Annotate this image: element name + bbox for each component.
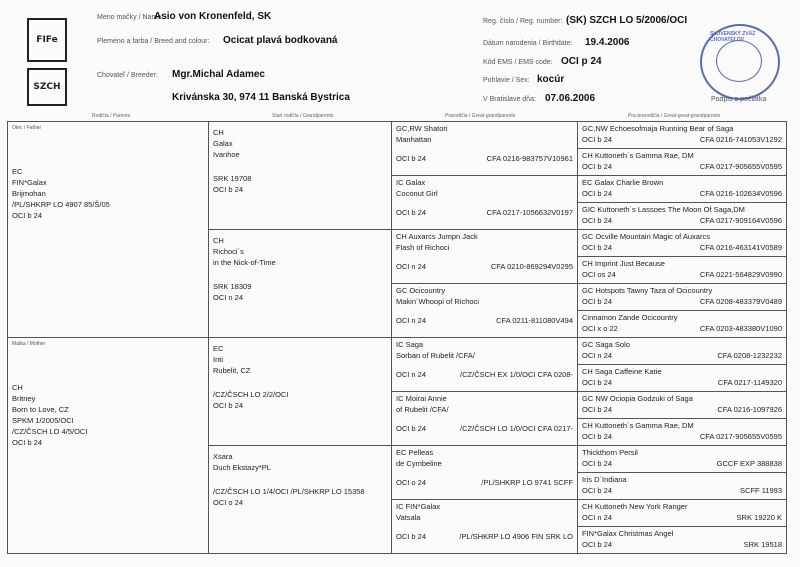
col-header-great-great-grandparents: Pra-prarodičia / Great-great-grandparents (628, 113, 721, 119)
father-line: EC (12, 167, 23, 176)
ggg-ems: OCI b 24 (582, 243, 613, 252)
ggg-reg: CFA 0221-564829V0990 (699, 270, 782, 279)
ggp-ems: OCI n 24 (396, 370, 427, 379)
great-grandparent-cell (392, 392, 578, 446)
grandparent-line: Ivanhoe (213, 150, 240, 159)
ggg-ems: OCI b 24 (582, 405, 613, 414)
grandparent-cell (209, 446, 392, 554)
ggg-cell (578, 176, 787, 203)
ggg-ems: OCI b 24 (582, 540, 613, 549)
reg-label: Reg. číslo / Reg. number: (483, 18, 563, 25)
ggp-line2: de Cymbeline (396, 459, 442, 468)
ggp-reg: /CZ/ČSCH EX 1/0/OCI CFA 0208- (460, 370, 573, 379)
great-grandparent-cell (392, 230, 578, 284)
ggg-name: FIN*Galax Christmas Angel (582, 529, 674, 538)
ggp-line1: CH Auxarcs Jumpn Jack (396, 232, 478, 241)
birth-value: 19.4.2006 (585, 37, 630, 48)
reg-value: (SK) SZCH LO 5/2006/OCI (566, 15, 688, 26)
ggg-ems: OCI b 24 (582, 162, 613, 171)
ggg-reg: CFA 0216-102634V0596 (699, 189, 782, 198)
ggp-line1: GC,RW Shatori (396, 124, 448, 133)
mother-line: CH (12, 383, 23, 392)
ggp-line1: IC Moirai Annie (396, 394, 447, 403)
grandparent-cell (209, 338, 392, 446)
mother-line: Born to Love, CZ (12, 405, 69, 414)
mother-cell (8, 338, 209, 554)
ggp-line2: Manhattan (396, 135, 432, 144)
official-stamp (700, 24, 780, 100)
ggg-name: GC Hotspots Tawny Taza of Ocicountry (582, 286, 713, 295)
col-header-grandparents: Starí rodičia / Grandparents (272, 113, 334, 119)
breeder-label: Chovateľ / Breeder: (97, 72, 158, 79)
ggg-ems: OCI b 24 (582, 432, 613, 441)
birth-label: Dátum narodenia / Birthdate: (483, 40, 573, 47)
ggg-reg: CFA 0216-463141V0589 (699, 243, 782, 252)
grandparent-line: OCI o 24 (213, 498, 244, 507)
ems-value: OCI p 24 (561, 56, 602, 67)
cat-name: Asio von Kronenfeld, SK (154, 11, 272, 22)
ggg-name: CH Kuttoneth´s Gamma Rae, DM (582, 151, 694, 160)
ems-label: Kód EMS / EMS code: (483, 59, 553, 66)
col-header-great-grandparents: Prarodičia / Great-grandparents (445, 113, 516, 119)
ggg-reg: CFA 0208-1232232 (717, 351, 782, 360)
ggg-reg: CFA 0203-483380V1090 (699, 324, 782, 333)
ggg-reg: CFA 0216-741053V1292 (699, 135, 782, 144)
ggp-ems: OCI n 24 (396, 262, 427, 271)
ggp-line1: IC Galax (396, 178, 426, 187)
signature-label: Podpis a pečiatka (711, 96, 767, 103)
ggp-reg: /PL/SHKRP LO 9741 SCFF (481, 478, 573, 487)
ggp-ems: OCI b 24 (396, 532, 427, 541)
ggg-ems: OCI b 24 (582, 459, 613, 468)
ggp-line1: IC Saga (396, 340, 424, 349)
grandparent-line: /CZ/ČSCH LO 2/2/OCI (213, 390, 289, 399)
ggg-cell (578, 392, 787, 419)
pedigree-table (7, 121, 787, 554)
ggp-reg: /PL/SHKRP LO 4906 FIN SRK LO (459, 532, 573, 541)
ggp-reg: CFA 0210-869294V0295 (490, 262, 573, 271)
ggp-ems: OCI n 24 (396, 316, 427, 325)
name-label: Meno mačky / Name: (97, 14, 164, 21)
ggp-reg: CFA 0216-983757V10961 (486, 154, 573, 163)
ggp-line2: Sorban of Rubelit /CFA/ (396, 351, 475, 360)
ggg-name: CH Imprint Just Because (582, 259, 665, 268)
ggg-reg: CFA 0217-1149320 (717, 378, 782, 387)
stamp-text: SLOVENSKÝ ZVÄZ CHOVATEĽOV (710, 31, 756, 43)
grandparent-line: OCI n 24 (213, 293, 244, 302)
ggg-cell (578, 122, 787, 149)
grandparent-line: SRK 19708 (213, 174, 252, 183)
grandparent-line: CH (213, 128, 224, 137)
grandparent-line: Galax (213, 139, 233, 148)
ggg-cell (578, 338, 787, 365)
great-grandparent-cell (392, 500, 578, 554)
ggg-name: GC,NW Echoesofmaja Running Bear of Saga (582, 124, 734, 133)
grandparent-line: Inti (213, 355, 224, 364)
grandparent-line: Duch Ekstazy*PL (213, 463, 271, 472)
ggg-ems: OCI n 24 (582, 513, 613, 522)
ggg-name: Thickthorn Persil (582, 448, 638, 457)
sex-label: Pohlavie / Sex: (483, 77, 530, 84)
grandparent-line: SRK 18309 (213, 282, 252, 291)
father-line: OCI b 24 (12, 211, 43, 220)
mother-line: SPKM 1/2005/OCI (12, 416, 74, 425)
father-line: FIN*Galax (12, 178, 47, 187)
ggp-ems: OCI b 24 (396, 424, 427, 433)
mother-line: /CZ/ČSCH LO 4/5/OCI (12, 427, 88, 436)
ggg-ems: OCI b 24 (582, 216, 613, 225)
ggg-name: EC Galax Charlie Brown (582, 178, 664, 187)
great-grandparent-cell (392, 284, 578, 338)
grandparent-line: EC (213, 344, 224, 353)
ggg-ems: OCI x o 22 (582, 324, 618, 333)
breed-value: Ocicat plavá bodkovaná (223, 35, 338, 46)
szch-logo: SZCH (27, 68, 67, 106)
grandparent-cell (209, 122, 392, 230)
ggg-cell (578, 203, 787, 230)
grandparent-line: Xsara (213, 452, 233, 461)
great-grandparent-cell (392, 122, 578, 176)
ggg-name: Iris D´Indiana (582, 475, 627, 484)
ggp-line2: Flash of Richoci (396, 243, 450, 252)
ggg-cell (578, 284, 787, 311)
grandparent-line: OCI b 24 (213, 185, 244, 194)
father-label: Otec / Father (12, 125, 42, 131)
ggg-name: GC NW Ociopia Godzuki of Saga (582, 394, 693, 403)
ggg-cell (578, 500, 787, 527)
ggp-line1: IC FIN*Galax (396, 502, 441, 511)
ggg-name: CH Saga Caffeine Katie (582, 367, 662, 376)
ggp-line1: EC Pelleas (396, 448, 434, 457)
grandparent-line: in the Nick-of-Time (213, 258, 276, 267)
ggg-cell (578, 527, 787, 554)
ggg-cell (578, 446, 787, 473)
ggp-line2: Makin´Whoopi of Richoci (396, 297, 479, 306)
ggp-reg: /CZ/ČSCH LO 1/0/OCI CFA 0217- (460, 424, 573, 433)
ggg-cell (578, 230, 787, 257)
ggg-reg: SRK 19220 K (736, 513, 782, 522)
ggg-reg: CFA 0217-905655V0595 (699, 162, 782, 171)
ggg-name: GC Saga Solo (582, 340, 630, 349)
great-grandparent-cell (392, 176, 578, 230)
ggg-name: Cinnamon Zande Ocicountry (582, 313, 678, 322)
ggg-ems: OCI b 24 (582, 135, 613, 144)
ggg-ems: OCI n 24 (582, 351, 613, 360)
breed-label: Plemeno a farba / Breed and colour: (97, 38, 210, 45)
breeder-value: Mgr.Michal Adamec (172, 69, 265, 80)
ggp-reg: CFA 0217-1056632V0197 (486, 208, 573, 217)
ggp-line2: of Rubelit /CFA/ (396, 405, 449, 414)
ggg-reg: GCCF EXP 388838 (716, 459, 782, 468)
col-header-parents: Rodičia / Parents (92, 113, 131, 119)
ggg-ems: OCI b 24 (582, 378, 613, 387)
fife-logo: FIFe (27, 18, 67, 62)
grandparent-line: /CZ/ČSCH LO 1/4/OCI /PL/SHKRP LO 15358 (213, 487, 365, 496)
ggp-line1: GC Ocicountry (396, 286, 446, 295)
ggp-reg: CFA 0211-811080V494 (496, 316, 573, 325)
ggp-ems: OCI b 24 (396, 154, 427, 163)
stamp-center (716, 40, 762, 82)
breeder-address: Krivánska 30, 974 11 Banská Bystrica (172, 92, 350, 103)
ggp-line2: Coconut Girl (396, 189, 438, 198)
ggg-name: CH Kuttoneth New York Ranger (582, 502, 688, 511)
ggg-cell (578, 365, 787, 392)
ggg-ems: OCI os 24 (582, 270, 616, 279)
mother-line: OCI b 24 (12, 438, 43, 447)
grandparent-line: Rubelit, CZ (213, 366, 251, 375)
ggg-cell (578, 419, 787, 446)
ggg-reg: SRK 19518 (743, 540, 782, 549)
father-line: Brijmohan (12, 189, 46, 198)
ggg-cell (578, 311, 787, 338)
ggg-reg: SCFF 11993 (740, 486, 782, 495)
ggg-ems: OCI b 24 (582, 189, 613, 198)
ggp-ems: OCI o 24 (396, 478, 427, 487)
issue-date: 07.06.2006 (545, 93, 596, 104)
mother-label: Matka / Mother (12, 341, 46, 347)
ggp-ems: OCI b 24 (396, 208, 427, 217)
ggg-cell (578, 257, 787, 284)
ggg-name: GC Ocville Mountain Magic of Auxarcs (582, 232, 710, 241)
father-line: /PL/SHKRP LO 4907 85/Š/05 (12, 200, 110, 209)
great-grandparent-cell (392, 446, 578, 500)
ggg-reg: CFA 0208-483379V0489 (699, 297, 782, 306)
sex-value: kocúr (537, 74, 565, 85)
ggg-reg: CFA 0216-1097926 (717, 405, 782, 414)
grandparent-line: CH (213, 236, 224, 245)
ggg-name: CH Kuttoneth´s Gamma Rae, DM (582, 421, 694, 430)
ggg-ems: OCI b 24 (582, 486, 613, 495)
ggg-name: GIC Kuttoneth´s Lassoes The Moon Of Saga,DM (582, 205, 745, 214)
great-grandparent-cell (392, 338, 578, 392)
grandparent-cell (209, 230, 392, 338)
mother-line: Britney (12, 394, 36, 403)
ggp-line2: Vatsala (396, 513, 421, 522)
father-cell (8, 122, 209, 338)
place-label: V Bratislave dňa: (483, 96, 536, 103)
ggg-cell (578, 473, 787, 500)
grandparent-line: OCI b 24 (213, 401, 244, 410)
ggg-cell (578, 149, 787, 176)
grandparent-line: Richoci´s (213, 247, 244, 256)
ggg-ems: OCI b 24 (582, 297, 613, 306)
ggg-reg: CFA 0217-905655V0595 (699, 432, 782, 441)
ggg-reg: CFA 0217-909164V0596 (699, 216, 782, 225)
